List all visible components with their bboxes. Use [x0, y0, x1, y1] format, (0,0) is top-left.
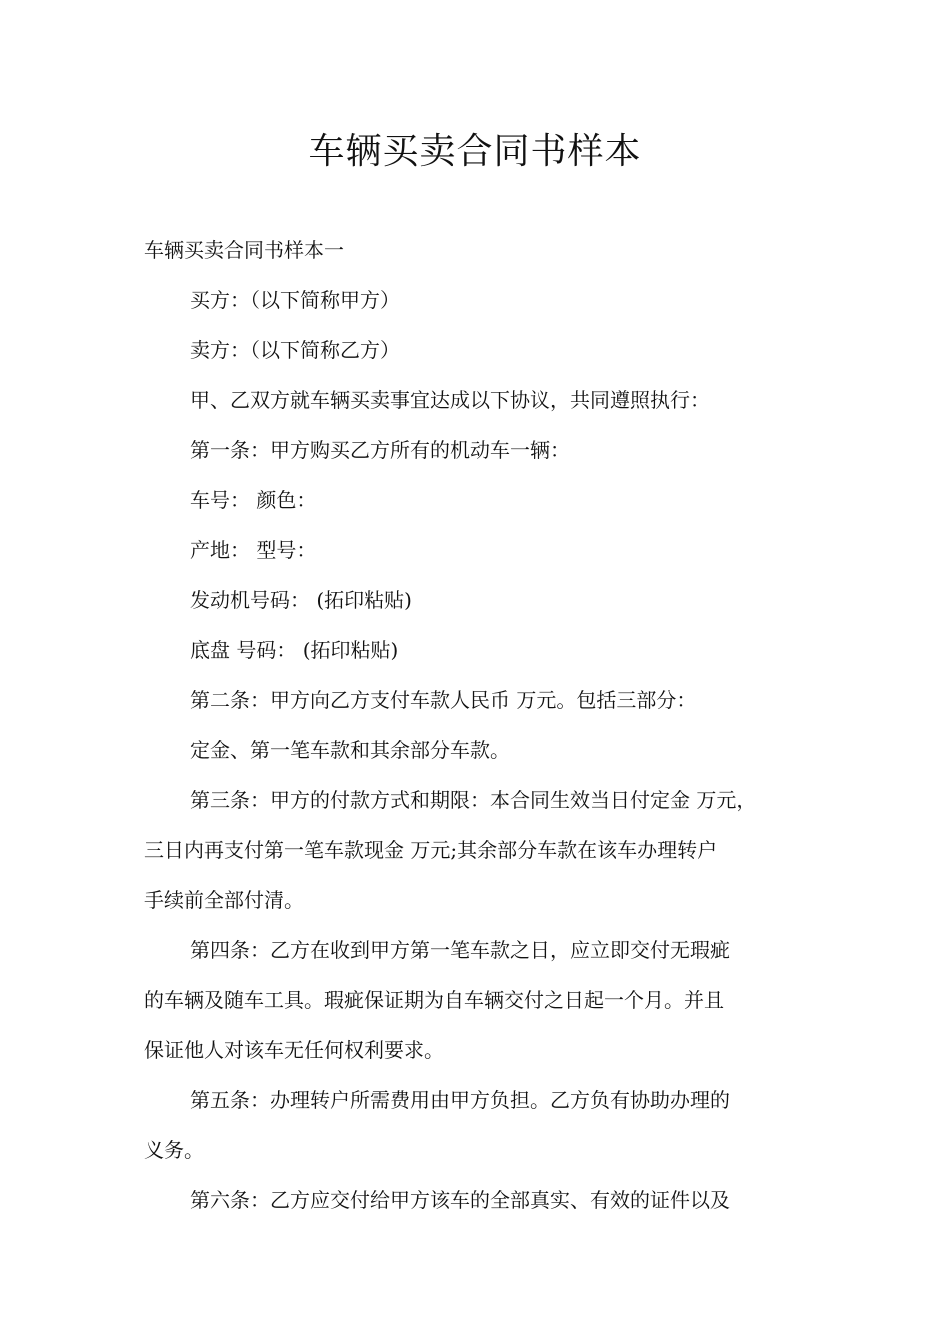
plate-color-line: 车号： 颜色：	[190, 488, 317, 512]
article-3-end: 手续前全部付清。	[144, 888, 304, 912]
article-4: 第四条：乙方在收到甲方第一笔车款之日，应立即交付无瑕疵	[190, 938, 730, 962]
document-body	[144, 228, 809, 1228]
seller-line: 卖方：（以下简称乙方）	[190, 338, 400, 362]
article-3-continued: 三日内再支付第一笔车款现金 万元;其余部分车款在该车办理转户	[144, 838, 718, 862]
contract-subtitle: 车辆买卖合同书样本一	[144, 238, 344, 262]
article-1: 第一条：甲方购买乙方所有的机动车一辆：	[190, 438, 570, 462]
buyer-line: 买方：（以下简称甲方）	[190, 288, 400, 312]
agreement-intro: 甲、乙双方就车辆买卖事宜达成以下协议，共同遵照执行：	[190, 388, 710, 412]
article-4-continued: 的车辆及随车工具。瑕疵保证期为自车辆交付之日起一个月。并且	[144, 988, 724, 1012]
engine-number-line: 发动机号码： (拓印粘贴)	[190, 588, 412, 612]
article-6: 第六条：乙方应交付给甲方该车的全部真实、有效的证件以及	[190, 1188, 730, 1212]
page-title: 车辆买卖合同书样本	[308, 131, 642, 172]
article-3: 第三条：甲方的付款方式和期限：本合同生效当日付定金 万元，	[190, 788, 757, 812]
chassis-number-line: 底盘 号码： (拓印粘贴)	[190, 638, 399, 662]
article-2-continued: 定金、第一笔车款和其余部分车款。	[190, 738, 510, 762]
article-4-end: 保证他人对该车无任何权利要求。	[144, 1038, 444, 1062]
article-2: 第二条：甲方向乙方支付车款人民币 万元。包括三部分：	[190, 688, 697, 712]
origin-model-line: 产地： 型号：	[190, 538, 317, 562]
article-5-end: 义务。	[144, 1138, 204, 1162]
article-5: 第五条：办理转户所需费用由甲方负担。乙方负有协助办理的	[190, 1088, 730, 1112]
